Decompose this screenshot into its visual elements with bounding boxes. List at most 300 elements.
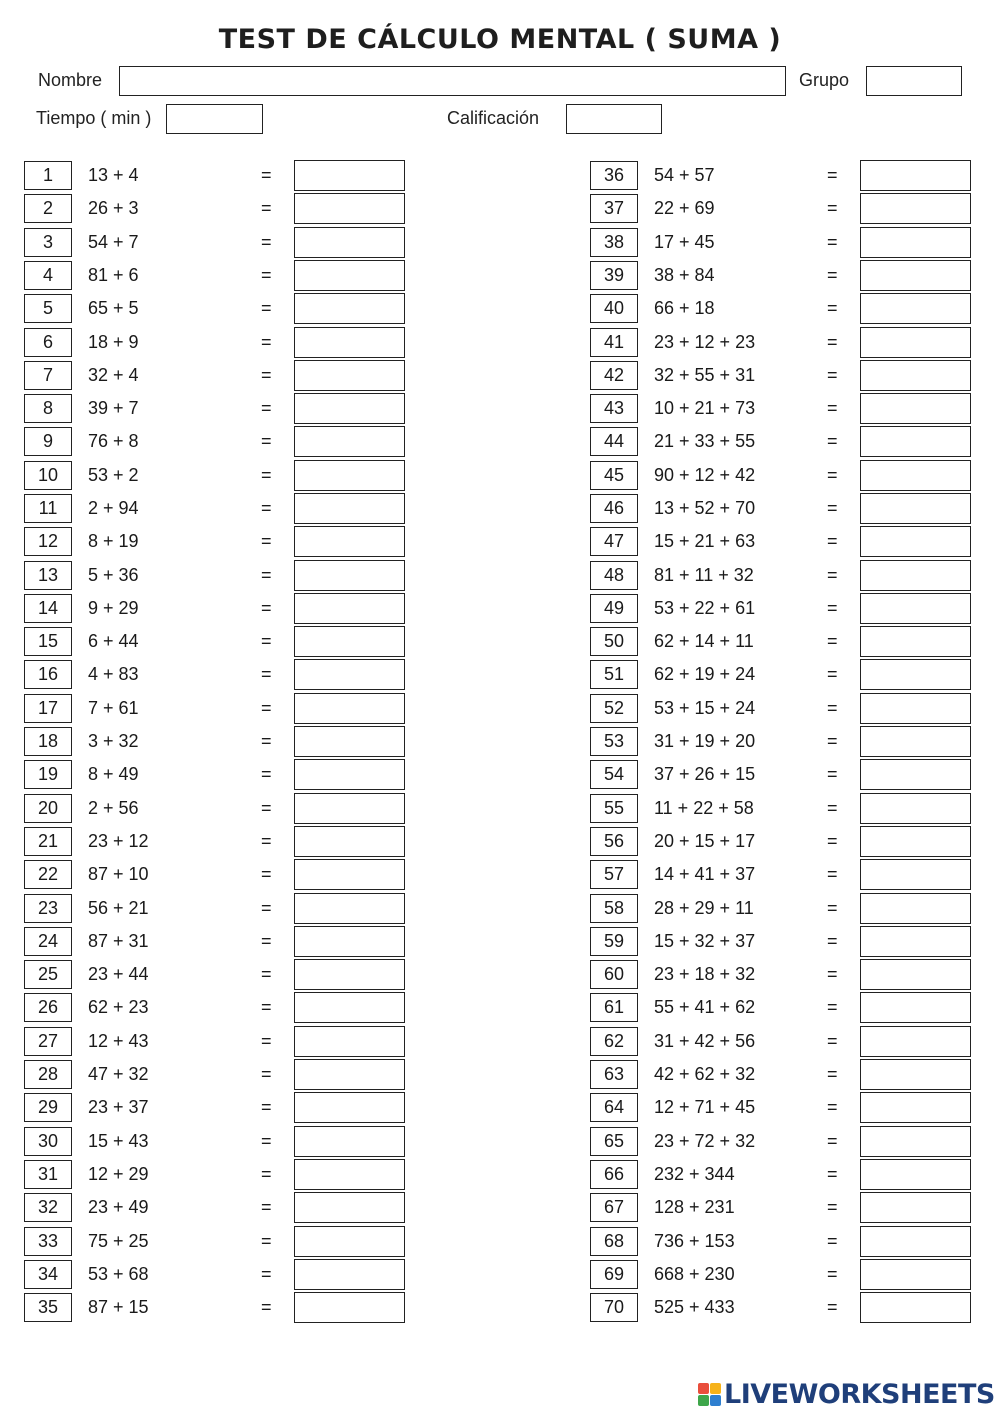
problem-number: 50 <box>590 627 638 656</box>
problem-number: 67 <box>590 1193 638 1222</box>
answer-input[interactable] <box>294 626 405 657</box>
problem-number: 33 <box>24 1227 72 1256</box>
problem-expression: 75 + 25 <box>88 1231 149 1251</box>
problem-expression: 65 + 5 <box>88 298 139 318</box>
equals-sign: = <box>827 931 838 951</box>
logo-square <box>710 1383 721 1394</box>
answer-input[interactable] <box>860 1226 971 1257</box>
equals-sign: = <box>827 365 838 385</box>
problem-number: 51 <box>590 660 638 689</box>
answer-input[interactable] <box>860 526 971 557</box>
equals-sign: = <box>261 598 272 618</box>
problem-expression: 15 + 43 <box>88 1131 149 1151</box>
answer-input[interactable] <box>860 1292 971 1323</box>
problem-row <box>590 1292 1000 1323</box>
equals-sign: = <box>827 198 838 218</box>
logo-text: LIVEWORKSHEETS <box>724 1378 995 1410</box>
problem-row <box>24 693 444 724</box>
problem-row <box>590 1259 1000 1290</box>
equals-sign: = <box>827 498 838 518</box>
problem-number: 48 <box>590 561 638 590</box>
answer-input[interactable] <box>860 1026 971 1057</box>
answer-input[interactable] <box>294 1092 405 1123</box>
calificacion-input[interactable] <box>566 104 662 134</box>
problem-number: 8 <box>24 394 72 423</box>
problem-number: 3 <box>24 228 72 257</box>
problem-number: 30 <box>24 1127 72 1156</box>
problem-expression: 55 + 41 + 62 <box>654 997 756 1017</box>
problem-expression: 4 + 83 <box>88 664 139 684</box>
equals-sign: = <box>827 531 838 551</box>
problem-number: 26 <box>24 993 72 1022</box>
problem-expression: 87 + 15 <box>88 1297 149 1317</box>
problem-row <box>590 1026 1000 1057</box>
answer-input[interactable] <box>860 493 971 524</box>
problem-number: 43 <box>590 394 638 423</box>
problem-row <box>590 1192 1000 1223</box>
answer-input[interactable] <box>294 1192 405 1223</box>
problem-row <box>24 1226 444 1257</box>
problem-expression: 42 + 62 + 32 <box>654 1064 756 1084</box>
problem-row <box>24 926 444 957</box>
equals-sign: = <box>827 1197 838 1217</box>
problem-number: 45 <box>590 461 638 490</box>
problem-expression: 6 + 44 <box>88 631 139 651</box>
problem-expression: 81 + 11 + 32 <box>654 565 754 585</box>
problem-number: 42 <box>590 361 638 390</box>
answer-input[interactable] <box>860 1059 971 1090</box>
answer-input[interactable] <box>860 659 971 690</box>
problem-number: 47 <box>590 527 638 556</box>
problem-row <box>590 826 1000 857</box>
problem-row <box>590 260 1000 291</box>
problem-row <box>24 1026 444 1057</box>
problem-expression: 62 + 14 + 11 <box>654 631 754 651</box>
problem-row <box>590 926 1000 957</box>
problem-expression: 12 + 43 <box>88 1031 149 1051</box>
problem-expression: 23 + 49 <box>88 1197 149 1217</box>
problem-expression: 38 + 84 <box>654 265 715 285</box>
problem-row <box>24 859 444 890</box>
equals-sign: = <box>261 631 272 651</box>
answer-input[interactable] <box>860 360 971 391</box>
problem-number: 31 <box>24 1160 72 1189</box>
answer-input[interactable] <box>860 593 971 624</box>
equals-sign: = <box>261 731 272 751</box>
answer-input[interactable] <box>860 726 971 757</box>
problem-expression: 11 + 22 + 58 <box>654 798 754 818</box>
equals-sign: = <box>827 698 838 718</box>
answer-input[interactable] <box>294 659 405 690</box>
answer-input[interactable] <box>294 160 405 191</box>
problem-expression: 39 + 7 <box>88 398 139 418</box>
problem-row <box>590 959 1000 990</box>
problem-row <box>590 893 1000 924</box>
problem-number: 27 <box>24 1027 72 1056</box>
problem-expression: 18 + 9 <box>88 332 139 352</box>
answer-input[interactable] <box>860 926 971 957</box>
problem-expression: 23 + 44 <box>88 964 149 984</box>
problem-expression: 54 + 7 <box>88 232 139 252</box>
answer-input[interactable] <box>294 1059 405 1090</box>
problem-number: 68 <box>590 1227 638 1256</box>
problem-number: 34 <box>24 1260 72 1289</box>
page-title: TEST DE CÁLCULO MENTAL ( SUMA ) <box>218 24 782 55</box>
problem-expression: 23 + 12 + 23 <box>654 332 756 352</box>
equals-sign: = <box>827 431 838 451</box>
problem-row <box>590 160 1000 191</box>
answer-input[interactable] <box>860 393 971 424</box>
problem-number: 9 <box>24 427 72 456</box>
problem-row <box>24 726 444 757</box>
logo-square <box>698 1395 709 1406</box>
answer-input[interactable] <box>294 260 405 291</box>
problem-expression: 668 + 230 <box>654 1264 735 1284</box>
answer-input[interactable] <box>860 426 971 457</box>
answer-input[interactable] <box>860 227 971 258</box>
answer-input[interactable] <box>294 1159 405 1190</box>
problem-row <box>590 1159 1000 1190</box>
answer-input[interactable] <box>294 1259 405 1290</box>
problem-number: 25 <box>24 960 72 989</box>
problem-expression: 17 + 45 <box>654 232 715 252</box>
answer-input[interactable] <box>294 926 405 957</box>
equals-sign: = <box>261 1131 272 1151</box>
problem-number: 64 <box>590 1093 638 1122</box>
problem-expression: 53 + 15 + 24 <box>654 698 756 718</box>
equals-sign: = <box>261 165 272 185</box>
equals-sign: = <box>827 565 838 585</box>
problem-row <box>24 1192 444 1223</box>
answer-input[interactable] <box>294 693 405 724</box>
equals-sign: = <box>827 398 838 418</box>
problem-number: 41 <box>590 328 638 357</box>
problem-expression: 23 + 72 + 32 <box>654 1131 756 1151</box>
problem-number: 60 <box>590 960 638 989</box>
equals-sign: = <box>261 232 272 252</box>
answer-input[interactable] <box>860 1192 971 1223</box>
answer-input[interactable] <box>860 793 971 824</box>
nombre-label: Nombre <box>38 70 103 90</box>
problem-expression: 13 + 52 + 70 <box>654 498 756 518</box>
problem-row <box>24 327 444 358</box>
problem-number: 11 <box>24 494 72 523</box>
problem-number: 56 <box>590 827 638 856</box>
problem-expression: 14 + 41 + 37 <box>654 864 756 884</box>
problem-row <box>590 992 1000 1023</box>
answer-input[interactable] <box>294 726 405 757</box>
problem-row <box>24 393 444 424</box>
equals-sign: = <box>261 398 272 418</box>
problem-expression: 12 + 29 <box>88 1164 149 1184</box>
problem-expression: 21 + 33 + 55 <box>654 431 756 451</box>
equals-sign: = <box>827 598 838 618</box>
answer-input[interactable] <box>294 859 405 890</box>
equals-sign: = <box>827 265 838 285</box>
answer-input[interactable] <box>860 693 971 724</box>
problem-row <box>590 626 1000 657</box>
tiempo-label: Tiempo ( min ) <box>36 108 152 128</box>
equals-sign: = <box>827 1097 838 1117</box>
answer-input[interactable] <box>860 560 971 591</box>
problem-expression: 37 + 26 + 15 <box>654 764 756 784</box>
problem-number: 52 <box>590 694 638 723</box>
nombre-input[interactable] <box>119 66 786 96</box>
answer-input[interactable] <box>860 260 971 291</box>
problem-row <box>24 893 444 924</box>
problem-number: 39 <box>590 261 638 290</box>
problem-number: 57 <box>590 860 638 889</box>
problem-row <box>24 593 444 624</box>
answer-input[interactable] <box>860 293 971 324</box>
problem-expression: 525 + 433 <box>654 1297 735 1317</box>
problem-row <box>24 759 444 790</box>
problem-row <box>590 693 1000 724</box>
problem-number: 2 <box>24 194 72 223</box>
answer-input[interactable] <box>294 360 405 391</box>
problem-expression: 736 + 153 <box>654 1231 735 1251</box>
problem-number: 49 <box>590 594 638 623</box>
problem-row <box>590 426 1000 457</box>
equals-sign: = <box>827 731 838 751</box>
problem-row <box>24 659 444 690</box>
answer-input[interactable] <box>294 327 405 358</box>
equals-sign: = <box>827 764 838 784</box>
problem-row <box>590 360 1000 391</box>
answer-input[interactable] <box>860 1092 971 1123</box>
problem-expression: 81 + 6 <box>88 265 139 285</box>
answer-input[interactable] <box>294 560 405 591</box>
problem-number: 19 <box>24 760 72 789</box>
problem-expression: 62 + 19 + 24 <box>654 664 756 684</box>
problem-row <box>24 160 444 191</box>
answer-input[interactable] <box>860 327 971 358</box>
answer-input[interactable] <box>294 426 405 457</box>
equals-sign: = <box>827 831 838 851</box>
problem-number: 38 <box>590 228 638 257</box>
problem-number: 22 <box>24 860 72 889</box>
equals-sign: = <box>827 1264 838 1284</box>
equals-sign: = <box>261 798 272 818</box>
problem-expression: 22 + 69 <box>654 198 715 218</box>
problem-number: 55 <box>590 794 638 823</box>
equals-sign: = <box>827 332 838 352</box>
problem-number: 65 <box>590 1127 638 1156</box>
grupo-label: Grupo <box>799 70 850 90</box>
grupo-input[interactable] <box>866 66 962 96</box>
problem-expression: 76 + 8 <box>88 431 139 451</box>
equals-sign: = <box>827 898 838 918</box>
equals-sign: = <box>827 298 838 318</box>
problem-row <box>24 227 444 258</box>
answer-input[interactable] <box>860 193 971 224</box>
equals-sign: = <box>261 864 272 884</box>
problem-expression: 28 + 29 + 11 <box>654 898 754 918</box>
problem-row <box>24 360 444 391</box>
answer-input[interactable] <box>860 893 971 924</box>
answer-input[interactable] <box>294 1292 405 1323</box>
answer-input[interactable] <box>294 893 405 924</box>
equals-sign: = <box>827 1064 838 1084</box>
answer-input[interactable] <box>860 859 971 890</box>
problem-expression: 87 + 31 <box>88 931 149 951</box>
problem-row <box>590 859 1000 890</box>
problem-expression: 32 + 55 + 31 <box>654 365 756 385</box>
problem-row <box>590 327 1000 358</box>
problem-row <box>590 1059 1000 1090</box>
equals-sign: = <box>827 631 838 651</box>
equals-sign: = <box>827 1231 838 1251</box>
problem-row <box>24 426 444 457</box>
answer-input[interactable] <box>294 227 405 258</box>
equals-sign: = <box>261 1264 272 1284</box>
problem-row <box>24 260 444 291</box>
equals-sign: = <box>261 565 272 585</box>
answer-input[interactable] <box>860 759 971 790</box>
problem-expression: 23 + 18 + 32 <box>654 964 756 984</box>
problem-number: 10 <box>24 461 72 490</box>
problem-expression: 53 + 22 + 61 <box>654 598 756 618</box>
problem-expression: 9 + 29 <box>88 598 139 618</box>
equals-sign: = <box>261 198 272 218</box>
logo-square <box>698 1383 709 1394</box>
problem-number: 23 <box>24 894 72 923</box>
problem-expression: 31 + 19 + 20 <box>654 731 756 751</box>
problem-expression: 10 + 21 + 73 <box>654 398 756 418</box>
problem-row <box>24 1259 444 1290</box>
equals-sign: = <box>261 298 272 318</box>
answer-input[interactable] <box>294 193 405 224</box>
answer-input[interactable] <box>294 1126 405 1157</box>
problem-number: 16 <box>24 660 72 689</box>
problem-expression: 128 + 231 <box>654 1197 735 1217</box>
problem-expression: 2 + 56 <box>88 798 139 818</box>
answer-input[interactable] <box>294 460 405 491</box>
answer-input[interactable] <box>294 526 405 557</box>
equals-sign: = <box>261 964 272 984</box>
problem-expression: 12 + 71 + 45 <box>654 1097 756 1117</box>
equals-sign: = <box>261 332 272 352</box>
answer-input[interactable] <box>294 293 405 324</box>
problem-expression: 20 + 15 + 17 <box>654 831 756 851</box>
problem-row <box>24 992 444 1023</box>
equals-sign: = <box>261 1097 272 1117</box>
answer-input[interactable] <box>860 1159 971 1190</box>
problem-row <box>590 759 1000 790</box>
problem-expression: 8 + 49 <box>88 764 139 784</box>
problem-expression: 23 + 12 <box>88 831 149 851</box>
equals-sign: = <box>261 531 272 551</box>
problem-row <box>24 793 444 824</box>
equals-sign: = <box>261 1197 272 1217</box>
problem-number: 58 <box>590 894 638 923</box>
equals-sign: = <box>827 465 838 485</box>
answer-input[interactable] <box>860 1126 971 1157</box>
problem-number: 13 <box>24 561 72 590</box>
tiempo-input[interactable] <box>166 104 263 134</box>
problem-number: 40 <box>590 294 638 323</box>
problem-row <box>590 227 1000 258</box>
problem-row <box>590 593 1000 624</box>
problem-number: 35 <box>24 1293 72 1322</box>
problem-expression: 232 + 344 <box>654 1164 735 1184</box>
problem-number: 69 <box>590 1260 638 1289</box>
problem-number: 12 <box>24 527 72 556</box>
answer-input[interactable] <box>860 1259 971 1290</box>
problem-expression: 3 + 32 <box>88 731 139 751</box>
problem-row <box>24 959 444 990</box>
answer-input[interactable] <box>294 793 405 824</box>
problem-row <box>24 460 444 491</box>
answer-input[interactable] <box>860 959 971 990</box>
problem-expression: 53 + 68 <box>88 1264 149 1284</box>
answer-input[interactable] <box>860 826 971 857</box>
problem-number: 24 <box>24 927 72 956</box>
problem-expression: 7 + 61 <box>88 698 139 718</box>
problem-row <box>590 493 1000 524</box>
problem-number: 14 <box>24 594 72 623</box>
answer-input[interactable] <box>294 959 405 990</box>
answer-input[interactable] <box>294 1026 405 1057</box>
problem-number: 17 <box>24 694 72 723</box>
logo-square <box>710 1395 721 1406</box>
problem-row <box>590 1126 1000 1157</box>
equals-sign: = <box>261 997 272 1017</box>
answer-input[interactable] <box>294 493 405 524</box>
problem-row <box>590 726 1000 757</box>
equals-sign: = <box>261 1164 272 1184</box>
answer-input[interactable] <box>860 460 971 491</box>
equals-sign: = <box>827 1131 838 1151</box>
equals-sign: = <box>827 165 838 185</box>
problem-number: 44 <box>590 427 638 456</box>
problem-number: 20 <box>24 794 72 823</box>
problem-row <box>590 460 1000 491</box>
answer-input[interactable] <box>294 992 405 1023</box>
problem-number: 66 <box>590 1160 638 1189</box>
answer-input[interactable] <box>294 1226 405 1257</box>
problem-expression: 47 + 32 <box>88 1064 149 1084</box>
answer-input[interactable] <box>860 160 971 191</box>
answer-input[interactable] <box>294 826 405 857</box>
problem-number: 18 <box>24 727 72 756</box>
problem-expression: 26 + 3 <box>88 198 139 218</box>
problem-expression: 13 + 4 <box>88 165 139 185</box>
equals-sign: = <box>827 864 838 884</box>
equals-sign: = <box>827 232 838 252</box>
answer-input[interactable] <box>860 992 971 1023</box>
equals-sign: = <box>261 1231 272 1251</box>
problem-expression: 56 + 21 <box>88 898 149 918</box>
problem-number: 70 <box>590 1293 638 1322</box>
problem-number: 53 <box>590 727 638 756</box>
problem-number: 46 <box>590 494 638 523</box>
problem-number: 6 <box>24 328 72 357</box>
answer-input[interactable] <box>294 759 405 790</box>
problem-number: 62 <box>590 1027 638 1056</box>
answer-input[interactable] <box>294 593 405 624</box>
problem-row <box>590 293 1000 324</box>
problem-row <box>24 826 444 857</box>
equals-sign: = <box>261 1064 272 1084</box>
answer-input[interactable] <box>294 393 405 424</box>
equals-sign: = <box>261 265 272 285</box>
problem-row <box>590 193 1000 224</box>
problem-expression: 15 + 32 + 37 <box>654 931 756 951</box>
problem-number: 5 <box>24 294 72 323</box>
answer-input[interactable] <box>860 626 971 657</box>
equals-sign: = <box>261 365 272 385</box>
